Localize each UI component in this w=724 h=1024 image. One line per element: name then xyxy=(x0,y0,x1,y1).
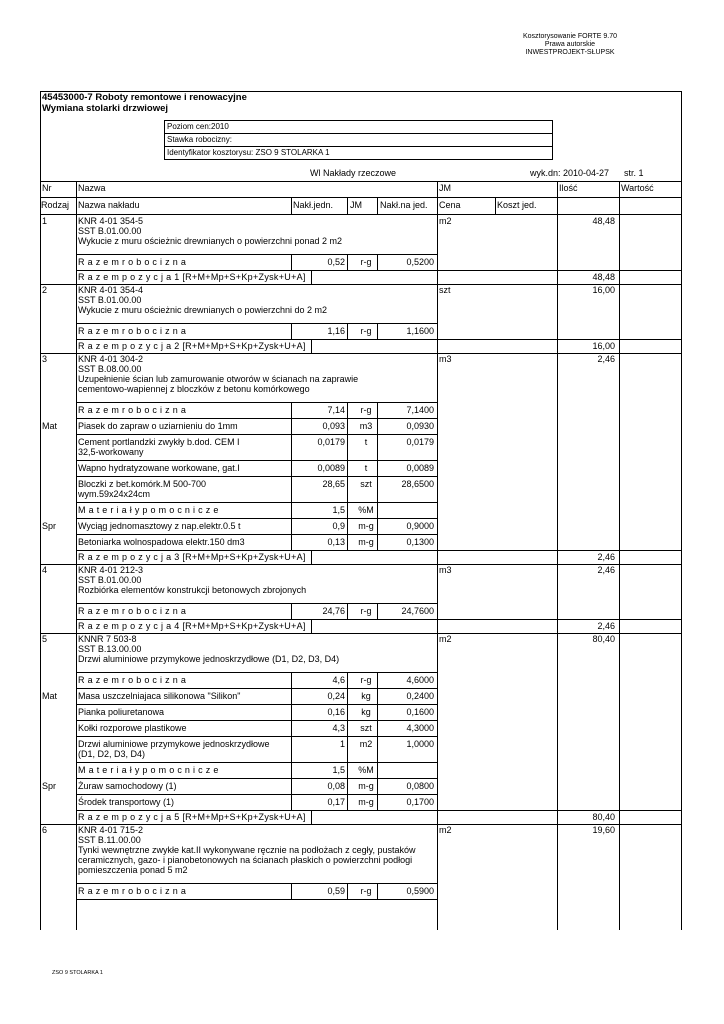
column-divider xyxy=(377,672,378,688)
row-divider xyxy=(76,720,438,721)
resource-norm: 1 xyxy=(339,739,345,749)
column-divider xyxy=(291,460,292,476)
column-divider xyxy=(377,736,378,762)
resource-name: Wapno hydratyzowane workowane, gat.I xyxy=(78,463,240,473)
position-quantity: 16,00 xyxy=(592,285,615,295)
resource-norm-per-unit: 0,5900 xyxy=(406,886,434,896)
position-sum-label: R a z e m p o z y c j a 5 [R+M+Mp+S+Kp+Zysk+U+A] xyxy=(78,812,306,822)
column-header-ilosc: Ilość xyxy=(559,183,578,193)
position-description: Drzwi aluminiowe przymykowe jednoskrzydłowe (D1, D2, D3, D4) xyxy=(78,654,340,664)
resource-norm-per-unit: 0,0930 xyxy=(406,421,434,431)
column-divider xyxy=(347,736,348,762)
column-header-koszt-jed: Koszt jed. xyxy=(497,200,537,210)
resource-norm-per-unit: 0,1600 xyxy=(406,707,434,717)
resource-unit: kg xyxy=(361,691,371,701)
row-divider xyxy=(76,672,438,673)
column-divider xyxy=(377,502,378,518)
position-sst: SST B.01.00.00 xyxy=(78,575,142,585)
position-sst: SST B.11.00.00 xyxy=(78,835,141,845)
resource-name: R a z e m r o b o c i z n a xyxy=(78,886,187,896)
resource-unit: r-g xyxy=(360,675,372,685)
rights-label: Prawa autorskie xyxy=(544,41,596,48)
column-header-jm: JM xyxy=(439,183,451,193)
row-divider xyxy=(76,254,438,255)
column-divider xyxy=(347,688,348,704)
resource-unit: r-g xyxy=(360,606,372,616)
column-divider xyxy=(311,339,312,353)
resource-unit: t xyxy=(364,463,368,473)
column-header-nakl-na-jed: Nakł.na jed. xyxy=(380,200,428,210)
row-divider xyxy=(76,762,438,763)
resource-norm-per-unit: 0,1300 xyxy=(406,537,434,547)
column-divider xyxy=(377,402,378,418)
column-divider xyxy=(291,704,292,720)
position-number: 6 xyxy=(42,825,48,835)
column-divider xyxy=(291,476,292,502)
column-divider xyxy=(495,197,496,214)
position-unit: m2 xyxy=(439,216,452,226)
position-number: 4 xyxy=(42,565,48,575)
column-divider xyxy=(291,603,292,619)
labour-rate: Stawka robocizny: xyxy=(165,134,552,147)
row-divider xyxy=(76,460,438,461)
row-divider xyxy=(76,688,438,689)
resource-norm: 0,24 xyxy=(327,691,345,701)
estimate-identifier: Identyfikator kosztorysu: ZSO 9 STOLARKA 1 xyxy=(167,148,330,157)
resource-name: Kołki rozporowe plastikowe xyxy=(78,723,187,733)
position-knr: KNR 4-01 715-2 xyxy=(78,825,144,835)
resource-unit: m2 xyxy=(359,739,373,749)
resource-name: R a z e m r o b o c i z n a xyxy=(78,675,187,685)
resource-norm-per-unit: 0,0800 xyxy=(406,781,434,791)
column-divider xyxy=(291,794,292,810)
resource-unit: szt xyxy=(360,479,372,489)
position-description: Wykucie z muru ościeżnic drewnianych o powierzchni do 2 m2 xyxy=(78,305,328,315)
resource-norm: 0,52 xyxy=(327,257,345,267)
column-divider xyxy=(291,688,292,704)
row-divider xyxy=(76,402,438,403)
position-description: Rozbiórka elementów konstrukcji betonowych zbrojonych xyxy=(78,585,307,595)
row-divider xyxy=(76,476,438,477)
column-divider xyxy=(291,518,292,534)
column-divider xyxy=(347,778,348,794)
resource-name: R a z e m r o b o c i z n a xyxy=(78,606,187,616)
footer-label: ZSO 9 STOLARKA 1 xyxy=(52,970,103,976)
resource-norm-per-unit: 1,1600 xyxy=(406,326,434,336)
resource-type: Spr xyxy=(42,521,57,531)
column-divider xyxy=(437,181,438,930)
row-divider xyxy=(76,736,438,737)
column-divider xyxy=(311,619,312,633)
position-quantity: 2,46 xyxy=(597,565,615,575)
resource-unit: m-g xyxy=(358,521,374,531)
report-name: Wl Nakłady rzeczowe xyxy=(310,168,397,178)
report-date: wyk.dn: 2010-04-27 xyxy=(530,168,610,178)
position-quantity: 19,60 xyxy=(592,825,615,835)
column-header-cena: Cena xyxy=(439,200,461,210)
position-unit: m2 xyxy=(439,825,452,835)
column-divider xyxy=(347,518,348,534)
column-divider xyxy=(347,672,348,688)
row-divider xyxy=(76,883,438,884)
resource-norm: 0,17 xyxy=(327,797,345,807)
resource-norm-per-unit: 0,5200 xyxy=(406,257,434,267)
position-sum-label: R a z e m p o z y c j a 3 [R+M+Mp+S+Kp+Zysk+U+A] xyxy=(78,552,306,562)
resource-unit: r-g xyxy=(360,405,372,415)
resource-name: Masa uszczelniajaca silikonowa "Silikon" xyxy=(78,691,241,701)
resource-norm-per-unit: 0,0089 xyxy=(406,463,434,473)
resource-name: Pianka poliuretanowa xyxy=(78,707,165,717)
column-divider xyxy=(311,550,312,564)
position-sum-label: R a z e m p o z y c j a 4 [R+M+Mp+S+Kp+Zysk+U+A] xyxy=(78,621,306,631)
resource-unit: %M xyxy=(358,505,374,515)
resource-norm-per-unit: 24,7600 xyxy=(401,606,434,616)
resource-name: M a t e r i a ł y p o m o c n i c z e xyxy=(78,765,219,775)
resource-name: Środek transportowy (1) xyxy=(78,797,175,807)
column-divider xyxy=(347,254,348,270)
column-divider xyxy=(377,603,378,619)
resource-unit: r-g xyxy=(360,257,372,267)
column-divider xyxy=(347,704,348,720)
resource-type: Spr xyxy=(42,781,57,791)
company-name: INWESTPROJEKT-SŁUPSK xyxy=(525,49,615,56)
row-divider xyxy=(76,434,438,435)
column-divider xyxy=(377,254,378,270)
row-divider xyxy=(76,603,438,604)
column-divider xyxy=(347,502,348,518)
resource-name: Drzwi aluminiowe przymykowe jednoskrzydłowe xyxy=(78,739,270,749)
resource-norm: 0,9 xyxy=(332,521,345,531)
position-quantity: 80,40 xyxy=(592,634,615,644)
column-divider xyxy=(291,434,292,460)
column-header-rodzaj: Rodzaj xyxy=(41,200,70,210)
resource-name: Betoniarka wolnospadowa elektr.150 dm3 xyxy=(78,537,245,547)
resource-norm-per-unit: 1,0000 xyxy=(406,739,434,749)
row-divider xyxy=(76,778,438,779)
column-divider xyxy=(347,476,348,502)
title-line-2: Wymiana stolarki drzwiowej xyxy=(42,103,169,114)
position-description: Uzupełnienie ścian lub zamurowanie otworów w ścianach na zaprawie xyxy=(78,374,359,384)
resource-name: 32,5-workowany xyxy=(78,447,144,457)
column-divider xyxy=(377,197,378,214)
row-divider xyxy=(76,704,438,705)
position-description: pomieszczenia ponad 5 m2 xyxy=(78,865,188,875)
column-divider xyxy=(347,460,348,476)
row-divider xyxy=(76,899,438,900)
column-header-nazwa-nakladu: Nazwa nakładu xyxy=(78,200,140,210)
resource-name: Wyciąg jednomasztowy z nap.elektr.0.5 t xyxy=(78,521,241,531)
position-number: 5 xyxy=(42,634,48,644)
column-header-nr: Nr xyxy=(42,183,52,193)
page-number: str. 1 xyxy=(624,168,644,178)
column-divider xyxy=(291,534,292,550)
column-divider xyxy=(377,883,378,899)
column-divider xyxy=(291,418,292,434)
resource-type: Mat xyxy=(42,691,58,701)
resource-norm-per-unit: 0,2400 xyxy=(406,691,434,701)
position-unit: m3 xyxy=(439,354,452,364)
column-divider xyxy=(377,794,378,810)
column-divider xyxy=(377,778,378,794)
column-divider xyxy=(377,518,378,534)
column-divider xyxy=(347,434,348,460)
position-knr: KNR 4-01 354-5 xyxy=(78,216,144,226)
row-divider xyxy=(40,197,681,198)
column-divider xyxy=(347,402,348,418)
column-divider xyxy=(291,197,292,214)
position-sst: SST B.13.00.00 xyxy=(78,644,142,654)
resource-unit: t xyxy=(364,437,368,447)
resource-unit: r-g xyxy=(360,886,372,896)
column-divider xyxy=(377,434,378,460)
position-knr: KNNR 7 503-8 xyxy=(78,634,137,644)
column-divider xyxy=(291,672,292,688)
position-unit: szt xyxy=(439,285,451,295)
resource-norm: 1,5 xyxy=(332,505,345,515)
resource-unit: %M xyxy=(358,765,374,775)
resource-norm: 28,65 xyxy=(322,479,345,489)
column-divider xyxy=(291,736,292,762)
column-divider xyxy=(291,323,292,339)
column-divider xyxy=(347,720,348,736)
resource-norm: 0,59 xyxy=(327,886,345,896)
resource-norm: 0,0179 xyxy=(317,437,345,447)
position-knr: KNR 4-01 354-4 xyxy=(78,285,144,295)
column-divider xyxy=(377,534,378,550)
column-divider xyxy=(291,883,292,899)
resource-norm: 0,16 xyxy=(327,707,345,717)
resource-unit: m-g xyxy=(358,537,374,547)
position-sst: SST B.01.00.00 xyxy=(78,226,142,236)
resource-norm-per-unit: 0,9000 xyxy=(406,521,434,531)
position-knr: KNR 4-01 304-2 xyxy=(78,354,144,364)
resource-unit: m-g xyxy=(358,797,374,807)
resource-name: M a t e r i a ł y p o m o c n i c z e xyxy=(78,505,219,515)
row-divider xyxy=(76,518,438,519)
row-divider xyxy=(76,794,438,795)
column-header-jm2: JM xyxy=(350,200,362,210)
resource-norm: 0,093 xyxy=(322,421,345,431)
column-divider xyxy=(347,603,348,619)
row-divider xyxy=(76,323,438,324)
position-sst: SST B.08.00.00 xyxy=(78,364,142,374)
row-divider xyxy=(76,534,438,535)
column-divider xyxy=(619,181,620,930)
row-divider xyxy=(40,214,681,215)
column-divider xyxy=(291,254,292,270)
row-divider xyxy=(40,181,681,182)
position-sst: SST B.01.00.00 xyxy=(78,295,142,305)
column-divider xyxy=(311,270,312,284)
resource-unit: m-g xyxy=(358,781,374,791)
resource-name: R a z e m r o b o c i z n a xyxy=(78,326,187,336)
resource-unit: r-g xyxy=(360,326,372,336)
position-sum-quantity: 2,46 xyxy=(597,621,615,631)
resource-norm-per-unit: 0,1700 xyxy=(406,797,434,807)
position-sum-quantity: 2,46 xyxy=(597,552,615,562)
resource-unit: kg xyxy=(361,707,371,717)
resource-norm-per-unit: 4,6000 xyxy=(406,675,434,685)
resource-norm: 1,5 xyxy=(332,765,345,775)
title-line-1: 45453000-7 Roboty remontowe i renowacyjne xyxy=(42,92,247,103)
position-description: ceramicznych, gazo- i pianobetonowych na ścianach płaskich o powierzchni podłogi xyxy=(78,855,413,865)
column-divider xyxy=(291,720,292,736)
resource-norm: 4,3 xyxy=(332,723,345,733)
position-unit: m2 xyxy=(439,634,452,644)
resource-norm-per-unit: 7,1400 xyxy=(406,405,434,415)
resource-name: Bloczki z bet.komórk.M 500-700 xyxy=(78,479,207,489)
resource-norm-per-unit: 28,6500 xyxy=(401,479,434,489)
resource-name: Cement portlandzki zwykły b.dod. CEM I xyxy=(78,437,240,447)
row-divider xyxy=(76,418,438,419)
column-divider xyxy=(377,460,378,476)
resource-norm: 0,08 xyxy=(327,781,345,791)
column-divider xyxy=(347,534,348,550)
column-divider xyxy=(347,418,348,434)
position-sum-quantity: 48,48 xyxy=(592,272,615,282)
column-divider xyxy=(347,197,348,214)
column-divider xyxy=(311,810,312,824)
row-divider xyxy=(76,619,681,620)
column-divider xyxy=(347,762,348,778)
row-divider xyxy=(76,810,681,811)
resource-name: wym.59x24x24cm xyxy=(78,489,151,499)
resource-name: R a z e m r o b o c i z n a xyxy=(78,257,187,267)
position-sum-quantity: 16,00 xyxy=(592,341,615,351)
resource-type: Mat xyxy=(42,421,58,431)
position-description: cementowo-wapiennej z bloczków z betonu komórkowego xyxy=(78,384,310,394)
resource-name: R a z e m r o b o c i z n a xyxy=(78,405,187,415)
row-divider xyxy=(76,339,681,340)
column-divider xyxy=(76,181,77,930)
column-divider xyxy=(291,762,292,778)
column-divider xyxy=(377,704,378,720)
column-divider xyxy=(291,402,292,418)
column-divider xyxy=(377,720,378,736)
column-divider xyxy=(377,323,378,339)
resource-norm: 0,13 xyxy=(327,537,345,547)
column-divider xyxy=(347,883,348,899)
row-divider xyxy=(76,270,681,271)
resource-name: Żuraw samochodowy (1) xyxy=(78,781,177,791)
position-sum-label: R a z e m p o z y c j a 2 [R+M+Mp+S+Kp+Zysk+U+A] xyxy=(78,341,306,351)
column-divider xyxy=(377,762,378,778)
row-divider xyxy=(76,550,681,551)
position-quantity: 2,46 xyxy=(597,354,615,364)
position-sum-quantity: 80,40 xyxy=(592,812,615,822)
resource-name: (D1, D2, D3, D4) xyxy=(78,749,146,759)
column-header-wartosc: Wartość xyxy=(621,183,654,193)
column-divider xyxy=(377,476,378,502)
position-unit: m3 xyxy=(439,565,452,575)
price-level: Poziom cen:2010 xyxy=(165,121,552,134)
column-divider xyxy=(291,778,292,794)
position-knr: KNR 4-01 212-3 xyxy=(78,565,144,575)
resource-unit: szt xyxy=(360,723,372,733)
column-divider xyxy=(377,688,378,704)
column-divider xyxy=(347,794,348,810)
software-name: Kosztorysowanie FORTE 9.70 xyxy=(522,33,618,40)
position-quantity: 48,48 xyxy=(592,216,615,226)
row-divider xyxy=(76,502,438,503)
column-header-nakl-jedn: Nakł.jedn. xyxy=(293,200,334,210)
resource-norm-per-unit: 0,0179 xyxy=(406,437,434,447)
resource-norm: 0,0089 xyxy=(317,463,345,473)
resource-name: Piasek do zapraw o uziarnieniu do 1mm xyxy=(78,421,238,431)
column-header-nazwa: Nazwa xyxy=(78,183,106,193)
column-divider xyxy=(377,418,378,434)
resource-norm: 1,16 xyxy=(327,326,345,336)
position-number: 3 xyxy=(42,354,48,364)
position-description: Tynki wewnętrzne zwykłe kat.II wykonywane ręcznie na podłożach z cegły, pustaków xyxy=(78,845,416,855)
column-divider xyxy=(291,502,292,518)
resource-unit: m3 xyxy=(359,421,373,431)
position-description: Wykucie z muru ościeżnic drewnianych o powierzchni ponad 2 m2 xyxy=(78,236,343,246)
resource-norm-per-unit: 4,3000 xyxy=(406,723,434,733)
resource-norm: 24,76 xyxy=(322,606,345,616)
position-number: 2 xyxy=(42,285,48,295)
position-number: 1 xyxy=(42,216,48,226)
resource-norm: 7,14 xyxy=(327,405,345,415)
resource-norm: 4,6 xyxy=(332,675,345,685)
column-divider xyxy=(347,323,348,339)
position-sum-label: R a z e m p o z y c j a 1 [R+M+Mp+S+Kp+Zysk+U+A] xyxy=(78,272,306,282)
